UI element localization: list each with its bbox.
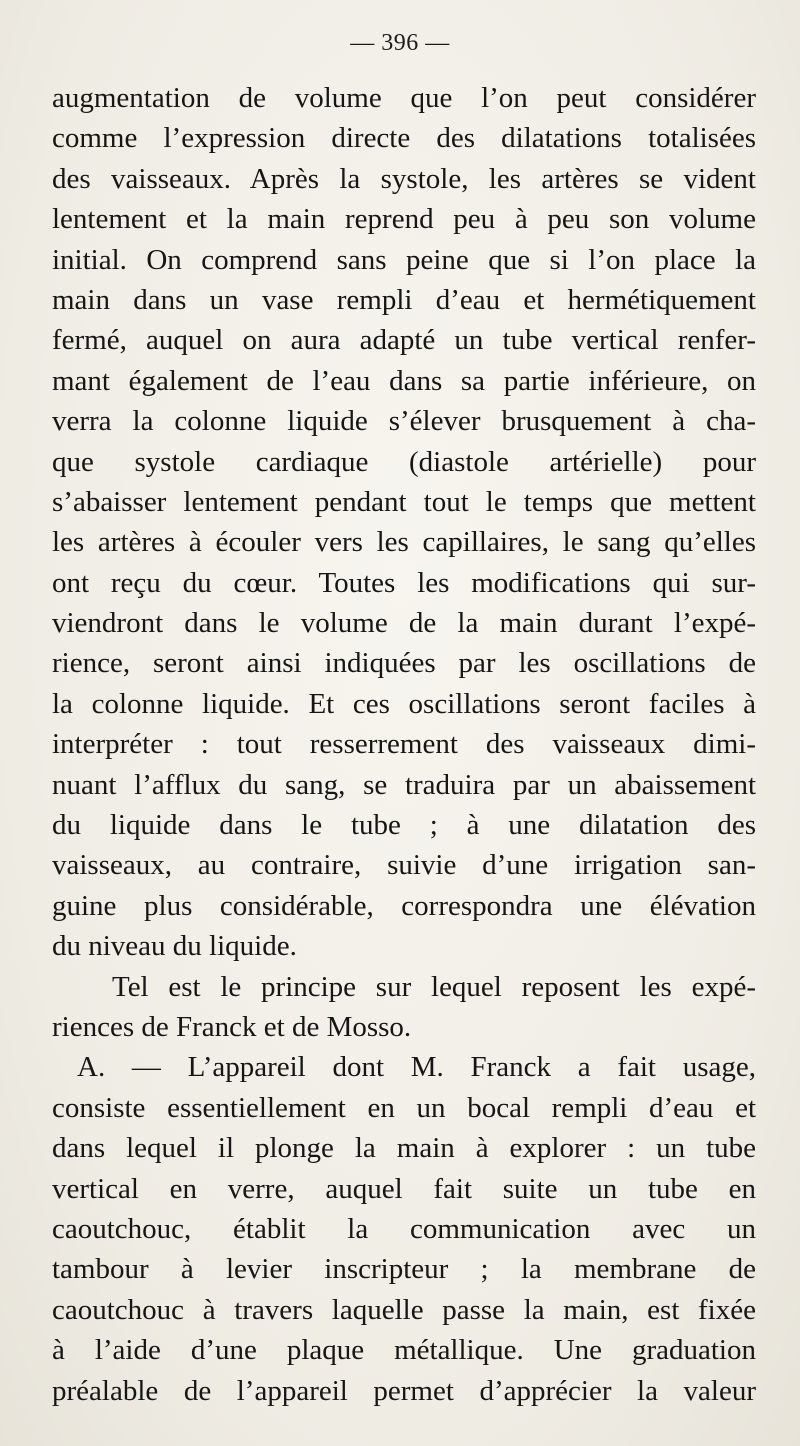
text-line: dans lequel il plonge la main à explorer : un tube	[52, 1132, 756, 1165]
text-line: rience, seront ainsi indiquées par les oscillations de	[52, 647, 756, 680]
page-number: — 396 —	[350, 30, 450, 56]
text-line: nuant l’afflux du sang, se traduira par un abaissement	[52, 768, 756, 801]
text-line: mant également de l’eau dans sa partie inférieure, on	[52, 364, 756, 397]
body-text	[52, 78, 756, 1411]
text-line: viendront dans le volume de la main durant l’expé-	[52, 607, 756, 640]
text-line: du liquide dans le tube ; à une dilatation des	[52, 809, 756, 842]
text-line: lentement et la main reprend peu à peu son volume	[52, 203, 756, 236]
text-line: guine plus considérable, correspondra une élévation	[52, 889, 756, 922]
text-line: des vaisseaux. Après la systole, les artères se vident	[52, 162, 756, 195]
text-line: verra la colonne liquide s’élever brusquement à cha-	[52, 405, 756, 438]
text-line: du niveau du liquide.	[52, 930, 297, 963]
text-line: préalable de l’appareil permet d’apprécier la valeur	[52, 1374, 756, 1407]
text-line: riences de Franck et de Mosso.	[52, 1010, 412, 1043]
text-line: les artères à écouler vers les capillaires, le sang qu’elles	[52, 526, 756, 559]
text-line: Tel est le principe sur lequel reposent les expé-	[112, 970, 756, 1003]
text-line: vertical en verre, auquel fait suite un tube en	[52, 1172, 756, 1205]
text-line: augmentation de volume que l’on peut considérer	[52, 82, 756, 114]
text-line: la colonne liquide. Et ces oscillations seront faciles à	[52, 687, 756, 720]
text-line: interpréter : tout resserrement des vaisseaux dimi-	[52, 728, 756, 761]
text-line: tambour à levier inscripteur ; la membrane de	[52, 1253, 756, 1286]
text-line: A. — L’appareil dont M. Franck a fait usage,	[77, 1051, 756, 1084]
text-line: ont reçu du cœur. Toutes les modifications qui sur-	[52, 566, 756, 599]
text-line: main dans un vase rempli d’eau et hermétiquement	[52, 283, 756, 316]
text-line: caoutchouc, établit la communication avec un	[52, 1212, 756, 1245]
text-line: que systole cardiaque (diastole artérielle) pour	[52, 445, 756, 478]
text-line: à l’aide d’une plaque métallique. Une graduation	[52, 1334, 756, 1367]
text-line: vaisseaux, au contraire, suivie d’une irrigation san-	[52, 849, 756, 882]
text-line: s’abaisser lentement pendant tout le temps que mettent	[52, 485, 756, 518]
text-line: comme l’expression directe des dilatations totalisées	[52, 122, 756, 155]
text-line: caoutchouc à travers laquelle passe la main, est fixée	[52, 1293, 756, 1326]
text-line: fermé, auquel on aura adapté un tube vertical renfer-	[52, 324, 756, 357]
text-line: initial. On comprend sans peine que si l’on place la	[52, 243, 756, 276]
text-line: consiste essentiellement en un bocal rempli d’eau et	[52, 1091, 756, 1124]
